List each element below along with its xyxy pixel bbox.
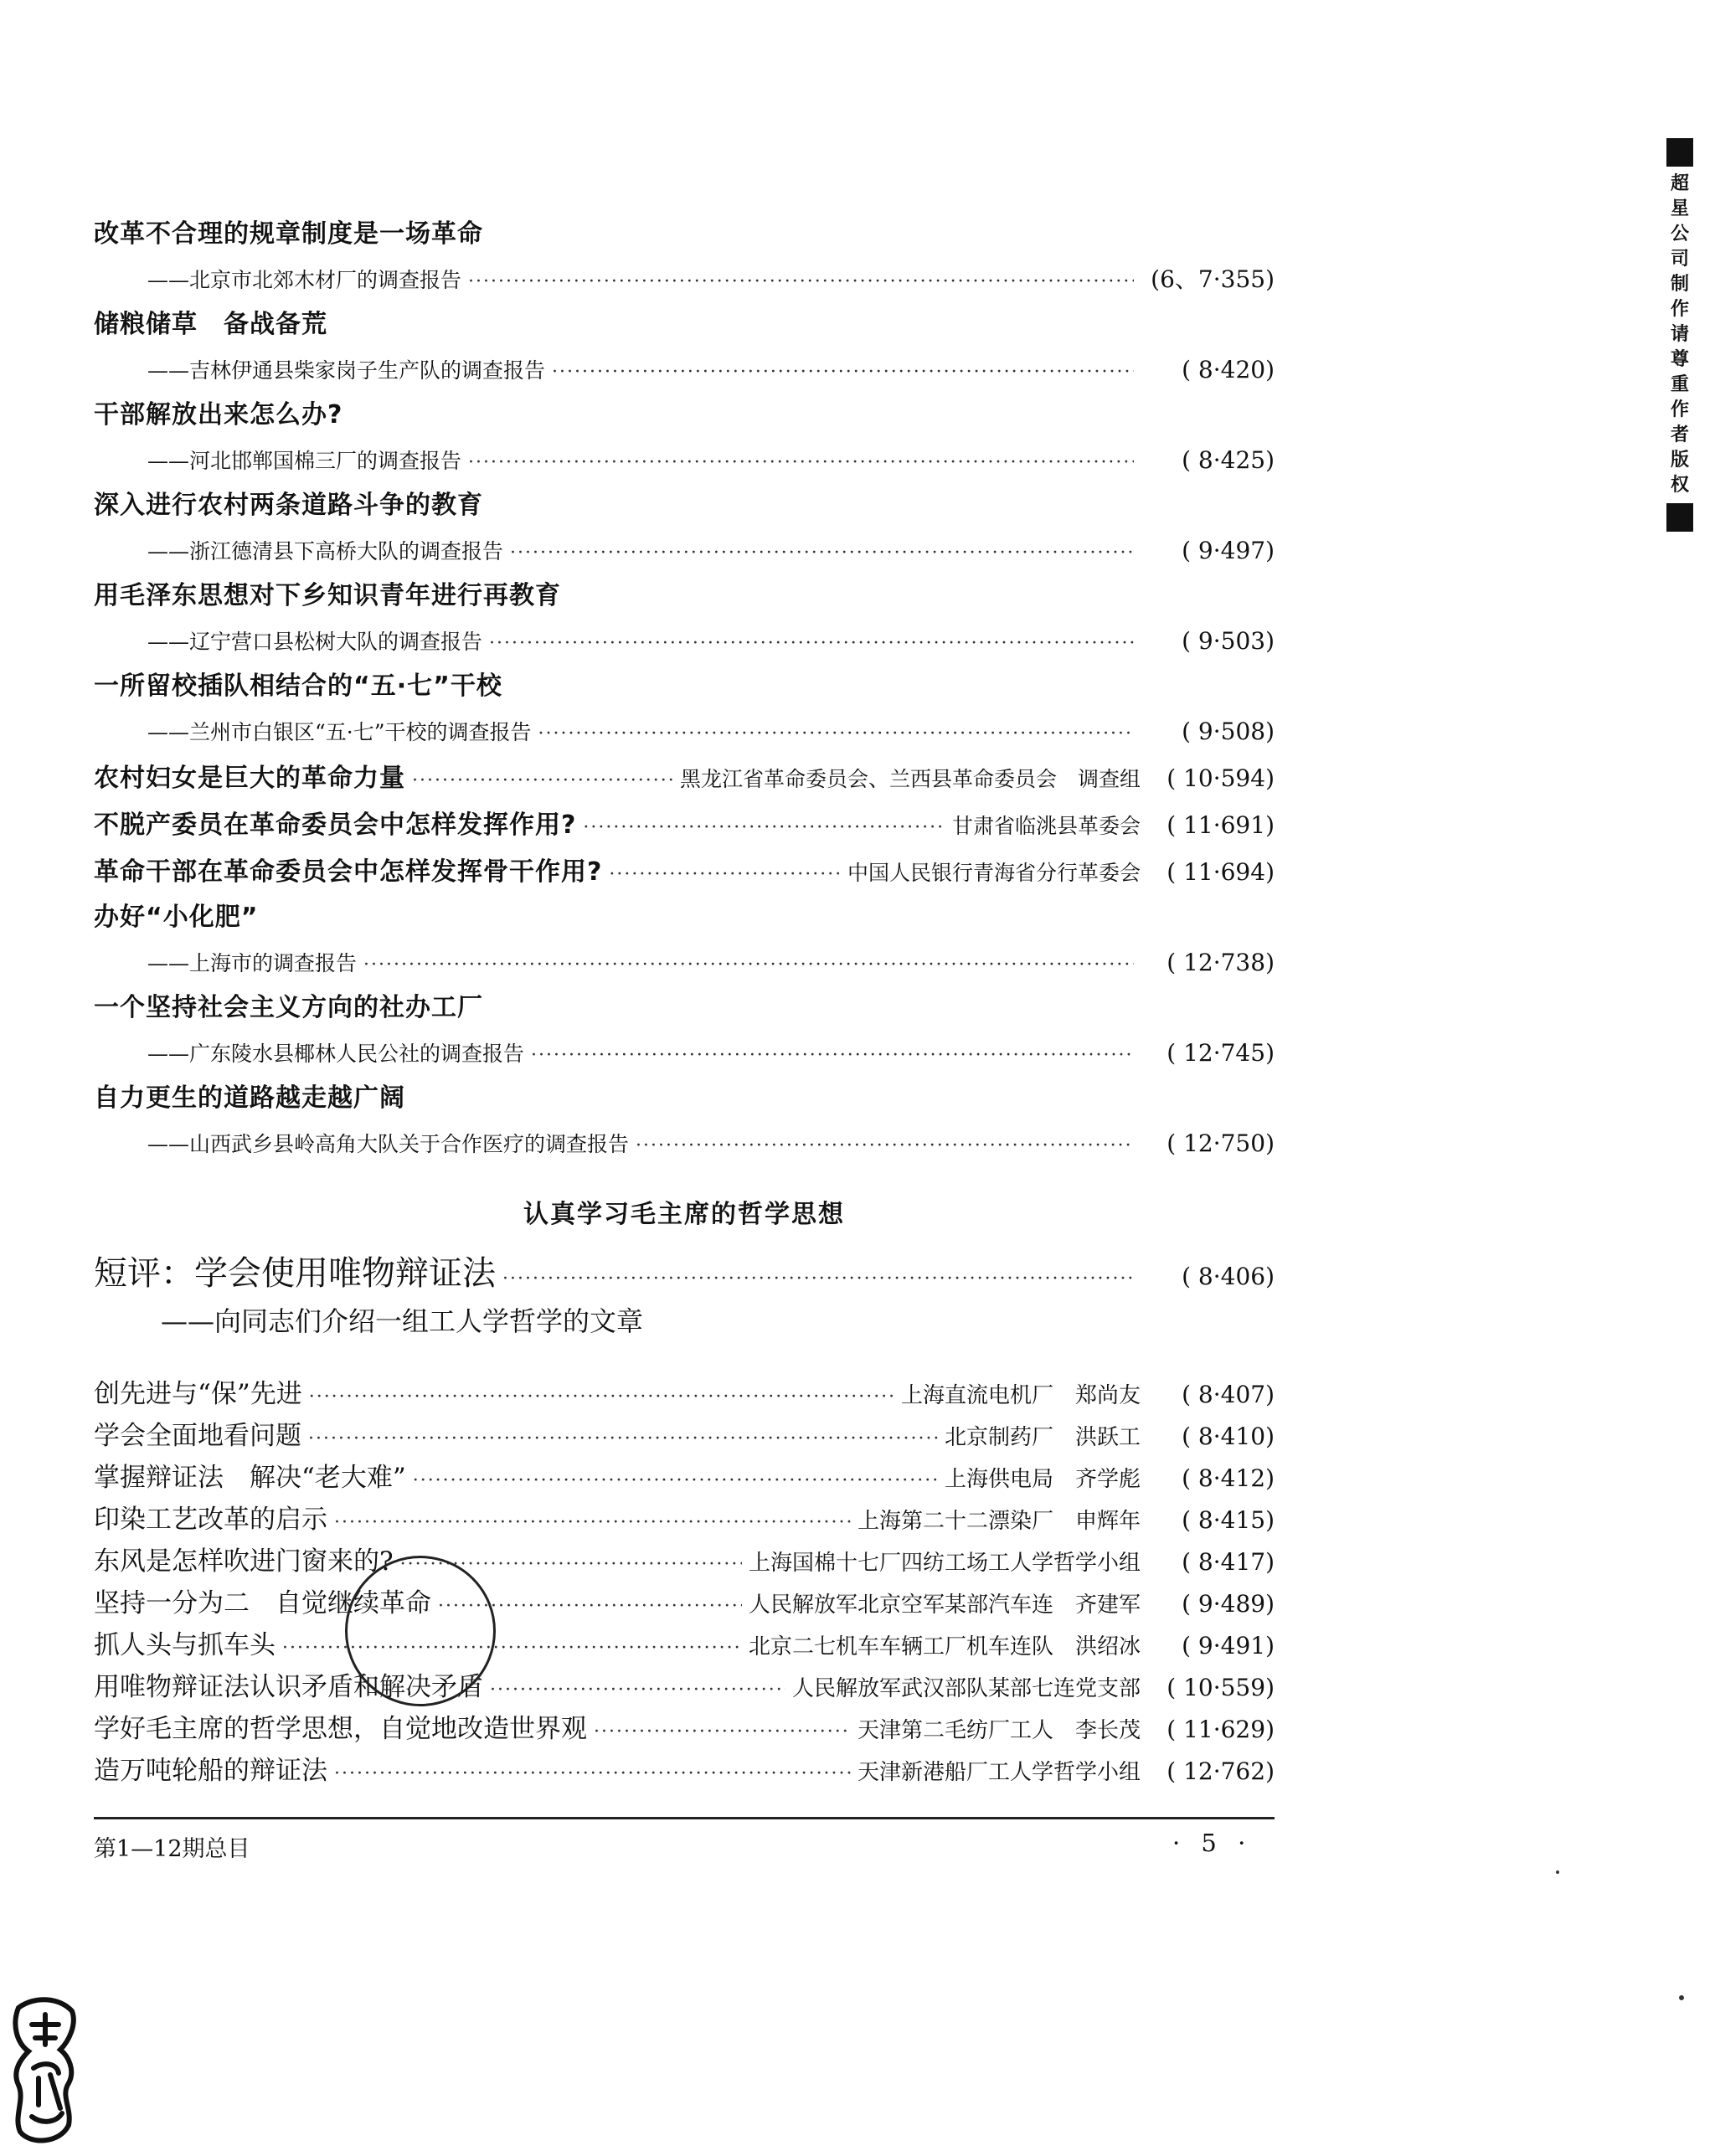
report-title: 农村妇女是巨大的革命力量: [94, 764, 405, 793]
report-title: 一个坚持社会主义方向的社办工厂: [94, 993, 483, 1022]
article-author: 上海直流电机厂 郑尚友: [900, 1383, 1141, 1408]
copyright-side-tab: [1666, 138, 1702, 532]
issue-page-ref: ( 9·508): [1182, 718, 1275, 745]
report-entry: [94, 1077, 1275, 1167]
issue-page-ref: ( 10·594): [1167, 764, 1275, 792]
report-entry: [94, 484, 1275, 574]
report-subtitle: ——北京市北郊木材厂的调查报告: [147, 268, 462, 292]
commentary-title: 短评：学会使用唯物辩证法: [94, 1254, 496, 1293]
article-title: 印染工艺改革的启示: [94, 1505, 327, 1535]
report-title: 不脱产委员在革命委员会中怎样发挥作用?: [94, 810, 577, 840]
issue-page-ref: ( 8·417): [1182, 1548, 1275, 1576]
article-entry: [94, 1666, 1275, 1708]
issue-page-ref: ( 9·489): [1182, 1590, 1275, 1618]
issue-page-ref: ( 10·559): [1167, 1674, 1275, 1701]
dot-leader: [531, 1032, 1134, 1079]
report-subtitle: ——山西武乡县岭高角大队关于合作医疗的调查报告: [147, 1132, 630, 1156]
article-author: 天津第二毛纺厂工人 李长茂: [857, 1718, 1141, 1743]
report-entry: [94, 574, 1275, 665]
article-author: 人民解放军北京空军某部汽车连 齐建军: [748, 1593, 1141, 1618]
issue-page-ref: ( 8·420): [1182, 356, 1275, 383]
dot-leader: [334, 1502, 851, 1544]
report-organization: 甘肃省临洮县革委会: [951, 814, 1141, 838]
report-organization: 中国人民银行青海省分行革委会: [847, 861, 1141, 885]
report-title: 深入进行农村两条道路斗争的教育: [94, 491, 483, 520]
report-subtitle: ——河北邯郸国棉三厂的调查报告: [147, 449, 462, 473]
page-number: · 5 ·: [1172, 1829, 1253, 1857]
article-entry: [94, 1415, 1275, 1457]
issue-page-ref: ( 12·738): [1167, 949, 1275, 976]
dot-leader: [363, 942, 1134, 989]
scan-speck: [1679, 1995, 1684, 2000]
issue-page-ref: ( 12·762): [1167, 1757, 1275, 1785]
article-author: 北京二七机车车辆工厂机车连队 洪绍冰: [748, 1634, 1141, 1659]
report-organization: 黑龙江省革命委员会、兰西县革命委员会 调查组: [679, 767, 1141, 791]
issue-page-ref: ( 11·694): [1167, 858, 1275, 886]
report-subtitle: ——广东陵水县椰林人民公社的调查报告: [147, 1042, 525, 1066]
commentary-entry: [94, 1248, 1275, 1343]
report-subtitle: ——兰州市白银区“五·七”干校的调查报告: [147, 720, 532, 744]
article-author: 人民解放军武汉部队某部七连党支部: [791, 1676, 1141, 1701]
issue-page-ref: ( 9·491): [1182, 1632, 1275, 1659]
issue-page-ref: ( 11·691): [1167, 811, 1275, 839]
report-title: 办好“小化肥”: [94, 903, 259, 932]
dot-leader: [334, 1753, 851, 1795]
dot-leader: [583, 805, 945, 852]
issue-page-ref: ( 8·412): [1182, 1464, 1275, 1492]
report-title: 改革不合理的规章制度是一场革命: [94, 219, 483, 249]
report-entry: [94, 213, 1275, 303]
article-title: 东风是怎样吹进门窗来的?: [94, 1546, 394, 1577]
article-title: 创先进与“保”先进: [94, 1379, 302, 1409]
article-entry: [94, 1708, 1275, 1750]
report-subtitle: ——辽宁营口县松树大队的调查报告: [147, 630, 483, 654]
report-subtitle: ——上海市的调查报告: [147, 951, 358, 975]
article-title: 用唯物辩证法认识矛盾和解决矛盾: [94, 1672, 483, 1702]
article-title: 坚持一分为二 自觉继续革命: [94, 1588, 431, 1618]
report-entry: [94, 665, 1275, 755]
issue-page-ref: ( 12·750): [1167, 1129, 1275, 1157]
article-author: 上海供电局 齐学彪: [944, 1467, 1141, 1492]
dot-leader: [308, 1418, 938, 1460]
article-entry: [94, 1499, 1275, 1541]
issue-page-ref: ( 8·406): [1182, 1263, 1275, 1290]
report-title: 一所留校插队相结合的“五·七”干校: [94, 671, 502, 701]
dot-leader: [510, 530, 1134, 577]
side-tab-bottom-bar: [1666, 503, 1693, 532]
report-subtitle: ——浙江德清县下高桥大队的调查报告: [147, 539, 504, 563]
dot-leader: [468, 440, 1134, 486]
report-entry: [94, 394, 1275, 484]
article-entry: [94, 1541, 1275, 1582]
commentary-subtitle: ——向同志们介绍一组工人学哲学的文章: [161, 1305, 644, 1337]
dot-leader: [538, 711, 1134, 758]
hand-drawn-circle-mark: [345, 1556, 496, 1706]
article-title: 造万吨轮船的辩证法: [94, 1756, 327, 1786]
report-entry: [94, 896, 1275, 986]
report-title: 用毛泽东思想对下乡知识青年进行再教育: [94, 581, 561, 610]
issue-page-ref: ( 8·407): [1182, 1381, 1275, 1408]
dot-leader: [309, 1376, 894, 1418]
single-report-entry: [94, 802, 1275, 849]
single-report-entry: [94, 755, 1275, 802]
issue-page-ref: ( 9·503): [1182, 627, 1275, 655]
article-title: 学会全面地看问题: [94, 1421, 301, 1451]
issue-page-ref: ( 12·745): [1167, 1039, 1275, 1067]
article-entry: [94, 1373, 1275, 1415]
article-entry: [94, 1750, 1275, 1792]
dot-leader: [502, 1253, 1134, 1305]
issue-page-ref: ( 8·415): [1182, 1506, 1275, 1534]
report-title: 储粮储草 备战备荒: [94, 310, 327, 339]
article-author: 北京制药厂 洪跃工: [944, 1425, 1141, 1450]
issue-page-ref: ( 11·629): [1167, 1716, 1275, 1743]
philosophy-articles-list: [94, 1373, 1275, 1792]
article-author: 上海第二十二漂染厂 申辉年: [857, 1509, 1141, 1534]
dot-leader: [552, 349, 1134, 396]
section-heading: 认真学习毛主席的哲学思想: [523, 1200, 845, 1229]
dot-leader: [412, 758, 673, 805]
side-tab-text: 超星公司制作 请尊重作者版权: [1670, 173, 1689, 496]
library-seal-stamp: [10, 1991, 80, 2150]
dot-leader: [489, 620, 1134, 667]
side-tab-top-bar: [1666, 138, 1693, 167]
footer-rule: [94, 1817, 1275, 1819]
dot-leader: [636, 1123, 1134, 1170]
article-title: 抓人头与抓车头: [94, 1630, 276, 1660]
dot-leader: [468, 259, 1134, 306]
dot-leader: [413, 1460, 938, 1502]
article-title: 掌握辩证法 解决“老大难”: [94, 1463, 406, 1493]
single-report-entry: [94, 849, 1275, 896]
article-title: 学好毛主席的哲学思想，自觉地改造世界观: [94, 1714, 587, 1744]
issue-page-ref: ( 8·410): [1182, 1423, 1275, 1450]
issue-page-ref: ( 8·425): [1182, 446, 1275, 474]
article-author: 上海国棉十七厂四纺工场工人学哲学小组: [748, 1551, 1141, 1576]
issue-page-ref: ( 9·497): [1182, 537, 1275, 564]
report-subtitle: ——吉林伊通县柴家岗子生产队的调查报告: [147, 358, 546, 383]
dot-leader: [594, 1711, 851, 1753]
issue-page-ref: (6、7·355): [1151, 265, 1275, 293]
report-title: 干部解放出来怎么办?: [94, 400, 343, 430]
scan-speck: [1556, 1870, 1559, 1874]
article-author: 天津新港船厂工人学哲学小组: [857, 1760, 1141, 1785]
footer-volume-label: 第1—12期总目: [94, 1836, 250, 1862]
report-title: 自力更生的道路越走越广阔: [94, 1083, 405, 1113]
dot-leader: [490, 1670, 785, 1711]
article-entry: [94, 1582, 1275, 1624]
article-entry: [94, 1624, 1275, 1666]
article-entry: [94, 1457, 1275, 1499]
dot-leader: [609, 852, 841, 898]
report-entry: [94, 986, 1275, 1077]
report-title: 革命干部在革命委员会中怎样发挥骨干作用?: [94, 857, 603, 887]
investigation-reports-section: [94, 213, 1275, 1167]
report-entry: [94, 303, 1275, 394]
